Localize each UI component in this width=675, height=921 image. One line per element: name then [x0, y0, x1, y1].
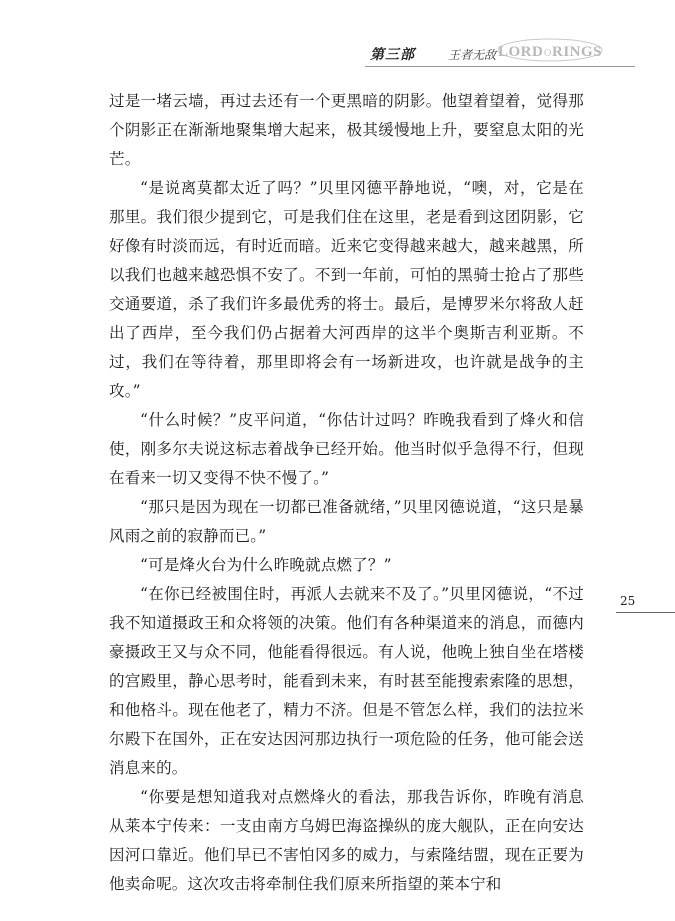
paragraph-5: “可是烽火台为什么昨晚就点燃了？”	[140, 556, 392, 574]
svg-text:LORD: LORD	[498, 44, 544, 60]
paragraph-2: “是说离莫都太近了吗？”贝里冈德平静地说，“噢，对，它是在那里。我们很少提到它，可是我们住在这里，老是看到这团阴影，它好像有时淡而远，有时近而暗。近来它变得越来越大，越来越黑，所以我们也越来越恐惧不安了。不到一年前，可怕的黑骑士抢占了那些交通要道，杀了我们许多最优秀的将士。最后，是博罗米尔将敌人赶出了西岸，至今我们仍占据着大河西岸的这半个奥斯吉利亚斯。不过，我们在等待着，那里即将会有一场新进攻，也许就是战争的主攻。”	[109, 179, 584, 400]
paragraph-4: “那只是因为现在一切都已准备就绪，”贝里冈德说道，“这只是暴风雨之前的寂静而已。”	[109, 498, 584, 545]
running-header	[330, 38, 630, 64]
page-number-rule	[616, 612, 675, 613]
body-text	[109, 87, 584, 899]
paragraph-1: 过是一堵云墙，再过去还有一个更黑暗的阴影。他望着望着，觉得那个阴影正在渐渐地聚集增大起来，极其缓慢地上升，要窒息太阳的光芒。	[109, 92, 584, 168]
paragraph-6: “在你已经被围住时，再派人去就来不及了。”贝里冈德说，“不过我不知道摄政王和众将领的决策。他们有各种渠道来的消息，而德内豪摄政王又与众不同，他能看得很远。有人说，他晚上独自坐在塔楼的宫殿里，静心思考时，能看到未来，有时甚至能搜索索隆的思想，和他格斗。现在他老了，精力不济。但是不管怎么样，我们的法拉米尔殿下在国外，正在安达因河那边执行一项危险的任务，他可能会送消息来的。	[109, 585, 584, 777]
part-title: 第三部	[370, 47, 415, 63]
page-number: 25	[620, 594, 636, 608]
svg-text:RINGS: RINGS	[552, 44, 603, 60]
svg-text:O: O	[544, 48, 552, 59]
lord-of-the-rings-logo	[490, 36, 608, 64]
paragraph-3: “什么时候？”皮平问道，“你估计过吗？昨晚我看到了烽火和信使，刚多尔夫说这标志着战争已经开始。他当时似乎急得不行，但现在看来一切又变得不快不慢了。”	[109, 411, 584, 487]
paragraph-7: “你要是想知道我对点燃烽火的看法，那我告诉你，昨晚有消息从莱本宁传来：一支由南方乌姆巴海盗操纵的庞大舰队，正在向安达因河口靠近。他们早已不害怕冈多的威力，与索隆结盟，现在正要为他卖命呢。这次攻击将牵制住我们原来所指望的莱本宁和	[109, 788, 584, 893]
book-subtitle: 王者无敌	[448, 48, 497, 62]
header-divider	[365, 66, 635, 67]
